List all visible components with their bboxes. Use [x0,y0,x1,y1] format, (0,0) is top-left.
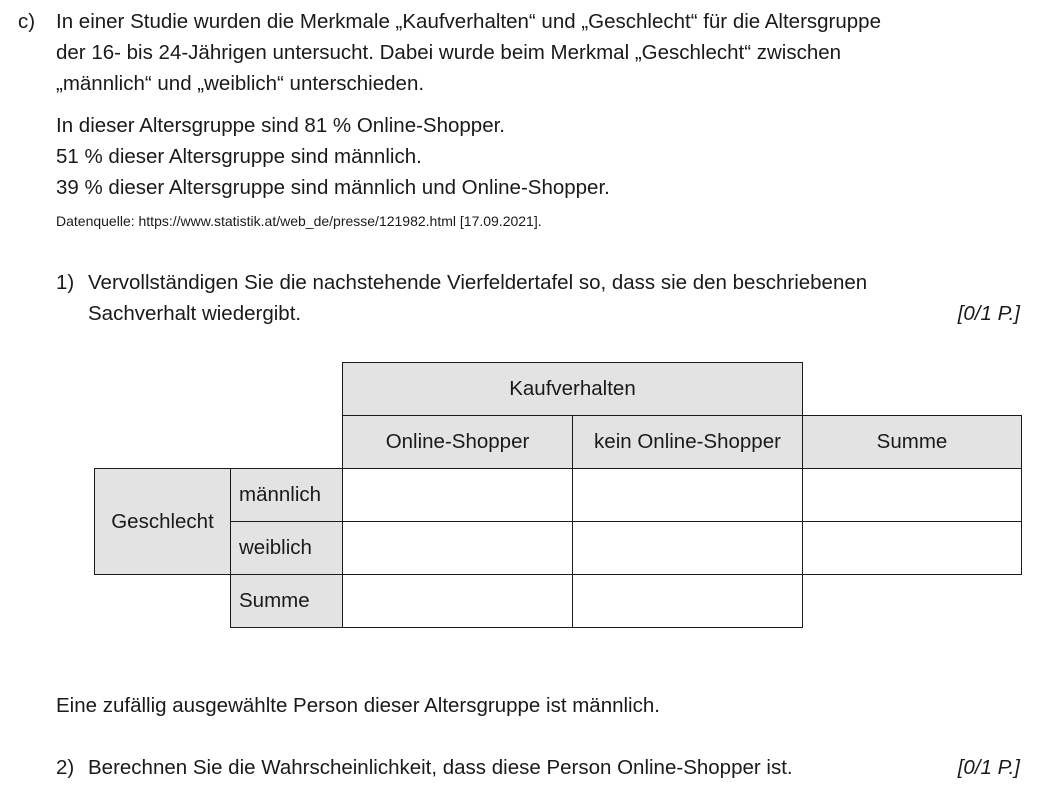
row-header-weiblich: weiblich [230,521,343,575]
task2-points: [0/1 P.] [957,756,1020,779]
fact-online-shopper: In dieser Altersgruppe sind 81 % Online-Shopper. [56,114,505,137]
data-source: Datenquelle: https://www.statistik.at/web_de/presse/121982.html [17.09.2021]. [56,213,542,229]
intro-line-2: der 16- bis 24-Jährigen untersucht. Dabei wurde beim Merkmal „Geschlecht“ zwischen [56,41,842,64]
task2-number: 2) [56,756,75,779]
task2-text: Berechnen Sie die Wahrscheinlichkeit, dass diese Person Online-Shopper ist. [88,756,793,779]
cell-female-not-online[interactable] [572,521,803,575]
task1-points: [0/1 P.] [957,302,1020,325]
row-group-geschlecht: Geschlecht [94,468,231,575]
header-kein-online-shopper: kein Online-Shopper [572,415,803,469]
header-online-shopper: Online-Shopper [342,415,573,469]
statement-text: Eine zufällig ausgewählte Person dieser Altersgruppe ist männlich. [56,694,660,717]
cell-female-sum[interactable] [802,521,1022,575]
row-header-maennlich: männlich [230,468,343,522]
cell-sum-not-online[interactable] [572,574,803,628]
row-header-summe: Summe [230,574,343,628]
fact-male-online: 39 % dieser Altersgruppe sind männlich und Online-Shopper. [56,176,610,199]
cell-male-sum[interactable] [802,468,1022,522]
cell-male-online[interactable] [342,468,573,522]
header-summe-col: Summe [802,415,1022,469]
fact-male: 51 % dieser Altersgruppe sind männlich. [56,145,422,168]
cell-sum-online[interactable] [342,574,573,628]
cell-male-not-online[interactable] [572,468,803,522]
intro-line-3: „männlich“ und „weiblich“ unterschieden. [56,72,425,95]
cell-female-online[interactable] [342,521,573,575]
task1-line-2: Sachverhalt wiedergibt. [88,302,302,325]
part-label: c) [18,10,36,33]
task1-line-1: Vervollständigen Sie die nachstehende Vierfeldertafel so, dass sie den beschriebenen [88,271,868,294]
task1-number: 1) [56,271,75,294]
header-kaufverhalten: Kaufverhalten [342,362,803,416]
intro-line-1: In einer Studie wurden die Merkmale „Kaufverhalten“ und „Geschlecht“ für die Altersgruppe [56,10,881,33]
